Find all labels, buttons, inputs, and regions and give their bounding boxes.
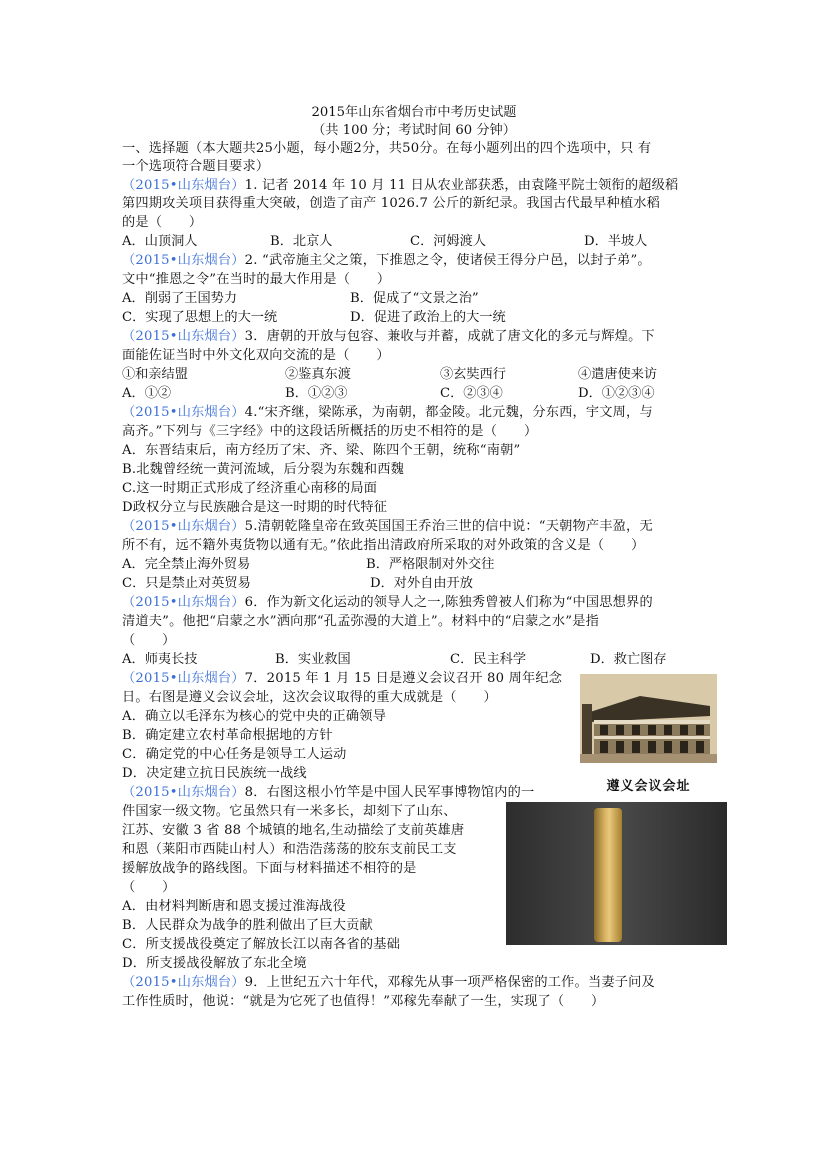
source-tag: （2015•山东烟台） — [122, 671, 245, 686]
source-tag: （2015•山东烟台） — [122, 975, 245, 990]
exam-title: 2015年山东省烟台市中考历史试题 — [311, 105, 517, 120]
q9-stem-line2: 工作性质时，他说：“就是为它死了也值得！”邓稼先奉献了一生，实现了（ ） — [122, 994, 605, 1009]
q6-option-c: C．民主科学 — [450, 652, 527, 667]
source-tag: （2015•山东烟台） — [122, 253, 245, 268]
q1-option-a: A．山顶洞人 — [122, 234, 198, 249]
q8-stem-line2: 件国家一级文物。它虽然只有一米多长，却刻下了山东、 — [122, 804, 457, 819]
q3-item-3: ③玄奘西行 — [440, 367, 506, 382]
q4-option-d: D政权分立与民族融合是这一时期的时代特征 — [122, 500, 388, 515]
q2-option-b: B．促成了“文景之治” — [350, 291, 479, 306]
section-heading: 一、选择题（本大题共25小题，每小题2分，共50分。在每小题列出的四个选项中，只 有 — [122, 141, 652, 156]
source-tag: （2015•山东烟台） — [122, 595, 245, 610]
q4-option-c: C.这一时期正式形成了经济重心南移的局面 — [122, 481, 378, 496]
q1-stem-line1: （2015•山东烟台）1. 记者 2014 年 10 月 11 日从农业部获悉，由袁隆平院士领衔的超级稻 — [122, 178, 679, 193]
q7-option-a: A．确立以毛泽东为核心的党中央的正确领导 — [122, 709, 387, 724]
q5-stem-line2: 所不有，远不籍外夷货物以通有无。”依此指出清政府所采取的对外政策的含义是（ ） — [122, 538, 645, 553]
q6-option-d: D．救亡图存 — [590, 652, 667, 667]
exam-subtitle: （共 100 分；考试时间 60 分钟） — [312, 123, 516, 138]
q2-stem-line1: （2015•山东烟台）2. “武帝施主父之策，下推恩之令，使诸侯王得分户邑，以封子弟”。 — [122, 253, 651, 268]
q3-item-2: ②鉴真东渡 — [285, 367, 351, 382]
q8-stem-line5: 援解放战争的路线图。下面与材料描述不相符的是 — [122, 861, 417, 876]
q6-option-a: A．师夷长技 — [122, 652, 198, 667]
q8-option-b: B．人民群众为战争的胜利做出了巨大贡献 — [122, 918, 373, 933]
q3-stem-line2: 面能佐证当时中外文化双向交流的是（ ） — [122, 348, 390, 363]
q9-stem-line1: （2015•山东烟台）9．上世纪五六十年代，邓稼先从事一项严格保密的工作。当妻子问及 — [122, 975, 655, 990]
source-tag: （2015•山东烟台） — [122, 329, 245, 344]
q3-option-d: D．①②③④ — [578, 386, 655, 401]
source-tag: （2015•山东烟台） — [122, 785, 245, 800]
q8-stem-line6: （ ） — [122, 880, 176, 895]
q7-option-c: C．确定党的中心任务是领导工人运动 — [122, 747, 347, 762]
q8-stem-line4: 和恩（莱阳市西陡山村人）和浩浩荡荡的胶东支前民工支 — [122, 842, 457, 857]
q5-option-a: A．完全禁止海外贸易 — [122, 557, 251, 572]
q1-stem-line3: 的是（ ） — [122, 215, 203, 230]
q5-option-c: C．只是禁止对英贸易 — [122, 576, 251, 591]
q6-stem-line1: （2015•山东烟台）6．作为新文化运动的领导人之一,陈独秀曾被人们称为“中国思想界的 — [122, 595, 653, 610]
bamboo-pole — [594, 808, 622, 942]
photo-caption: 遵义会议会址 — [606, 779, 691, 794]
q1-option-d: D．半坡人 — [584, 234, 648, 249]
q8-stem-line1: （2015•山东烟台）8．右图这根小竹竿是中国人民军事博物馆内的一 — [122, 785, 535, 800]
q6-stem-line3: （ ） — [122, 633, 176, 648]
bamboo-pole-photo — [506, 802, 727, 945]
q2-option-d: D．促进了政治上的大一统 — [350, 310, 506, 325]
q2-stem-line2: 文中“推恩之令”在当时的最大作用是（ ） — [122, 272, 391, 287]
q4-option-b: B.北魏曾经统一黄河流域，后分裂为东魏和西魏 — [122, 462, 405, 477]
q6-option-b: B．实业救国 — [275, 652, 351, 667]
q3-item-4: ④遣唐使来访 — [578, 367, 658, 382]
zunyi-meeting-site-photo — [580, 674, 717, 763]
q2-option-a: A．削弱了王国势力 — [122, 291, 238, 306]
q7-stem-line1: （2015•山东烟台）7．2015 年 1 月 15 日是遵义会议召开 80 周年纪念 — [122, 671, 563, 686]
q3-option-b: B．①②③ — [285, 386, 348, 401]
q1-stem-line2: 第四期攻关项目获得重大突破，创造了亩产 1026.7 公斤的新纪录。我国古代最早种植水稻 — [122, 196, 661, 211]
q5-option-b: B．严格限制对外交往 — [366, 557, 495, 572]
section-heading-cont: 一个选项符合题目要求） — [122, 159, 270, 174]
q2-option-c: C．实现了思想上的大一统 — [122, 310, 278, 325]
building-illustration — [580, 674, 717, 763]
q8-option-c: C．所支援战役奠定了解放长江以南各省的基础 — [122, 937, 401, 952]
q5-option-d: D．对外自由开放 — [370, 576, 473, 591]
source-tag: （2015•山东烟台） — [122, 405, 245, 420]
q8-stem-line3: 江苏、安徽 3 省 88 个城镇的地名,生动描绘了支前英雄唐 — [122, 823, 465, 838]
source-tag: （2015•山东烟台） — [122, 178, 245, 193]
q3-option-c: C．②③④ — [440, 386, 503, 401]
q4-option-a: A．东晋结束后，南方经历了宋、齐、梁、陈四个王朝，统称“南朝” — [122, 443, 521, 458]
q7-stem-line2: 日。右图是遵义会议会址，这次会议取得的重大成就是（ ） — [122, 690, 497, 705]
q7-option-d: D．决定建立抗日民族统一战线 — [122, 766, 307, 781]
q3-item-1: ①和亲结盟 — [122, 367, 188, 382]
source-tag: （2015•山东烟台） — [122, 519, 245, 534]
q4-stem-line2: 高齐。”下列与《三字经》中的这段话所概括的历史不相符的是（ ） — [122, 424, 538, 439]
q8-option-a: A．由材料判断唐和恩支援过淮海战役 — [122, 899, 346, 914]
q3-stem-line1: （2015•山东烟台）3．唐朝的开放与包容、兼收与并蓄，成就了唐文化的多元与辉煌。下 — [122, 329, 655, 344]
q1-option-b: B．北京人 — [270, 234, 333, 249]
q5-stem-line1: （2015•山东烟台）5.清朝乾隆皇帝在致英国国王乔治三世的信中说：“天朝物产丰盈，无 — [122, 519, 653, 534]
q8-option-d: D．所支援战役解放了东北全境 — [122, 956, 307, 971]
q4-stem-line1: （2015•山东烟台）4.“宋齐继，梁陈承，为南朝，都金陵。北元魏，分东西，宇文周，与 — [122, 405, 653, 420]
q3-option-a: A．①② — [122, 386, 172, 401]
q6-stem-line2: 清道夫”。他把“启蒙之水”洒向那“孔孟弥漫的大道上”。材料中的“启蒙之水”是指 — [122, 614, 599, 629]
q7-option-b: B．确定建立农村革命根据地的方针 — [122, 728, 333, 743]
q1-option-c: C．河姆渡人 — [410, 234, 487, 249]
